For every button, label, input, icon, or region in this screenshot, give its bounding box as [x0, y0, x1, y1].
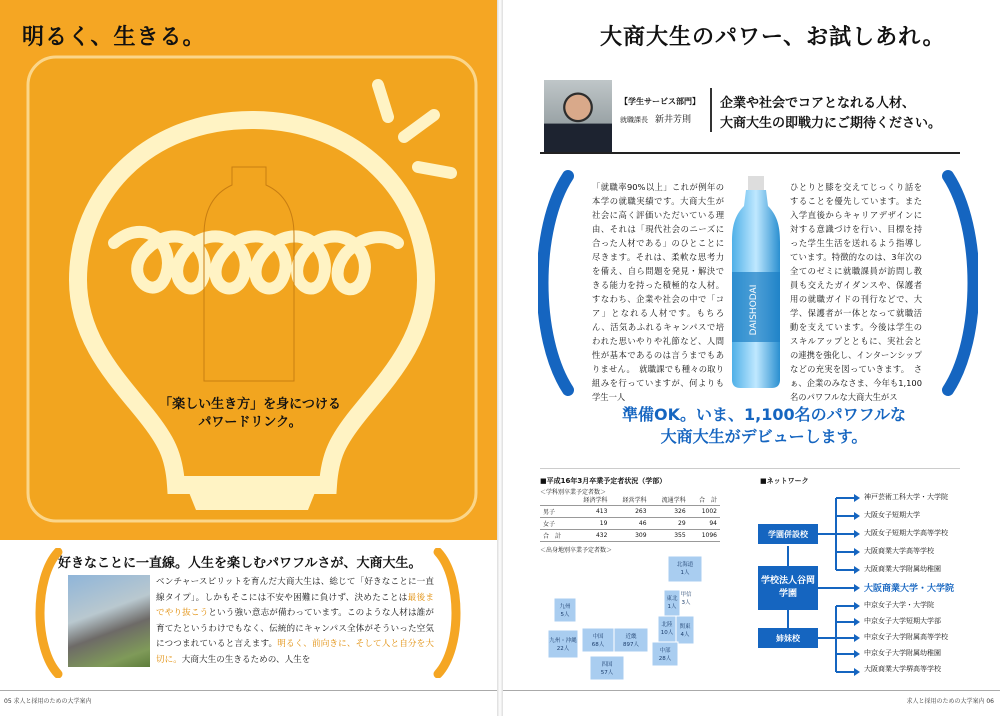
campus-photo [68, 575, 150, 667]
list-item: 中京女子大学短期大学部 [864, 617, 941, 625]
person-photo [544, 80, 612, 152]
left-footer: 05 求人と採用のための大学案内 [4, 698, 92, 705]
water-bottle-image [728, 172, 784, 390]
list-item: 中京女子大学・大学院 [864, 601, 934, 609]
region-label: 九州・沖縄 [549, 638, 577, 644]
body-column-2: ひとりと膝を交えてじっくり話をすることを優先しています。また入学直後からキャリアデザインに対する意識づけを行い、目標を持った学生生活を送れるよう指導しています。特徴的なのは、3年次の全てのゼミに就職課員が訪問し教員も交えたガイダンスや、保護者用の就職ガイドの刊行などで、大学、保護者が一体となって就職活動を支えています。今後は学生のスキルアップとともに、実社会との連携を強化し、インターンシップなどの充実を図っていきます。 さぁ、企業のみなさま、今年も1,100名のパワフルな大商大生がス [790, 182, 922, 402]
right-headline: 大商大生のパワー、お試しあれ。 [600, 25, 946, 50]
region-label: 甲信 [680, 592, 692, 598]
table-row: 合 計 432 309 355 1096 [540, 530, 720, 542]
table-title: ＜学科別卒業予定者数＞ [540, 489, 607, 496]
bulb-caption-line-1: 「楽しい生き方」を身につける [159, 397, 341, 412]
list-item: 大阪商業大学附属幼稚園 [864, 565, 941, 573]
bottle-label: DAISHODAI [749, 284, 759, 336]
network-title: ■ネットワーク [760, 477, 809, 485]
map-title: ＜出身地別卒業予定者数＞ [540, 547, 613, 554]
region-count: 68人 [591, 642, 605, 648]
lead-text: 企業や社会でコアとなれる人材、 大商大生の即戦力にご期待ください。 [720, 96, 942, 131]
region-count: 22人 [556, 646, 570, 652]
region-label: 四国 [601, 662, 613, 668]
graduates-table [540, 494, 720, 542]
list-item: 中京女子大学附属高等学校 [864, 633, 948, 641]
dept-label: 【学生サービス部門】 [620, 97, 700, 106]
list-item: 神戸芸術工科大学・大学院 [864, 493, 948, 501]
left-sub-headline: 好きなことに一直線。人生を楽しむパワフルさが、大商大生。 [58, 556, 422, 571]
big-blue-message: 準備OK。いま、1,100名のパワフルな 大商大生がデビューします。 [622, 405, 906, 446]
bulb-caption-line-2: パワードリンク。 [198, 415, 302, 430]
region-label: 北海道 [676, 562, 694, 568]
region-count: 897人 [623, 642, 639, 648]
table-row: 男子 413 263 326 1002 [540, 506, 720, 518]
region-label: 近畿 [625, 634, 637, 640]
left-headline: 明るく、生きる。 [22, 25, 206, 50]
section-rule [540, 468, 960, 469]
right-footer: 求人と採用のための大学案内 06 [906, 698, 994, 705]
list-item: 中京女子大学附属幼稚園 [864, 649, 941, 657]
net-top-list [864, 491, 948, 576]
japan-region-map [540, 552, 720, 684]
net-sister-box: 姉妹校 [758, 628, 818, 648]
net-center-box: 学校法人谷岡学園 [758, 566, 818, 610]
region-label: 関東 [679, 624, 691, 630]
left-body-text: ベンチャースピリットを育んだ大商大生は、総じて「好きなことに一直線タイプ」。しかもそこには不安や困難に負けず、決めたことは最後までやり抜こうという強い意志が備わっています。このような人材は誰が育てたというわけでもなく、伝統的にキャンパス全体がそういった空気につつまれていると言えます。明るく、前向きに、そして人と自分を大切に。大商大生の生きるための、人生を [156, 577, 434, 665]
region-count: 10人 [660, 630, 674, 636]
net-affiliated-box: 学園併設校 [758, 524, 818, 544]
right-footer-rule [503, 690, 1000, 691]
region-count: 28人 [658, 656, 672, 662]
region-count: 1人 [667, 604, 677, 610]
table-row: 女子 19 46 29 94 [540, 518, 720, 530]
region-label: 中国 [592, 634, 604, 640]
list-item: 大阪女子短期大学高等学校 [864, 529, 948, 537]
region-count: 1人 [680, 570, 690, 576]
left-footer-rule [0, 690, 497, 691]
list-item: 大阪女子短期大学 [864, 511, 920, 519]
stats-title: ■平成16年3月卒業予定者状況（学部） [540, 477, 667, 485]
header-rule [540, 152, 960, 154]
table-header-row: 経済学科 経営学科 流通学科 合 計 [540, 494, 720, 506]
page-fold [497, 0, 503, 716]
region-count: 4人 [680, 632, 690, 638]
list-item: 大阪商業大学高等学校 [864, 547, 934, 555]
region-count: 5人 [560, 612, 570, 618]
region-label: 中部 [659, 648, 671, 654]
net-bottom-list [864, 599, 948, 676]
region-label: 九州 [559, 604, 571, 610]
region-count: 57人 [600, 670, 614, 676]
region-label: 北陸 [661, 622, 673, 628]
person-role: 就職課長 新井芳則 [620, 115, 692, 125]
body-column-1: 「就職率90%以上」これが例年の本学の就職実績です。大商大生が社会に高く評価いただいている理由、それは「現代社会のニーズに合った人材である」のひとことに尽きます。それは、柔軟な思考力を備え、自ら問題を発見・解決できる能力を持った積極的な人材。すなわち、企業や社会の中で「コア」となれる人材です。もちろん、活気あふれるキャンパスで培われた思いやりや礼節など、人間性が基本であるのは言うまでもありません。 就職課でも種々の取り組みを行っていますが、何よりも学生一人 [592, 182, 724, 402]
lightbulb-illustration [26, 55, 478, 523]
header-divider [710, 88, 712, 132]
region-count: 3人 [681, 600, 691, 606]
list-item: 大阪商業大学堺高等学校 [864, 665, 941, 673]
bulb-caption [150, 396, 350, 432]
net-main-item: 大阪商業大学・大学院 [864, 584, 955, 594]
region-label: 東北 [666, 596, 678, 602]
